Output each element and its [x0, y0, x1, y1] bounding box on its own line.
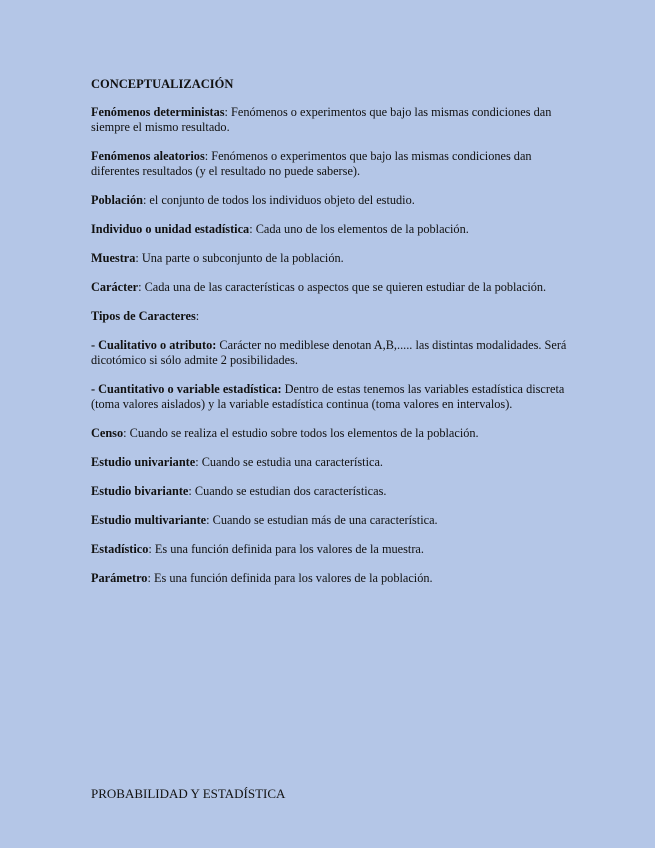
- definition-term: Estudio univariante: [91, 455, 196, 469]
- definition-text: : Cuando se estudian más de una característica.: [206, 513, 438, 527]
- definition-term: - Cualitativo o atributo:: [91, 338, 217, 352]
- definition-tipos-de-caracteres: [91, 309, 571, 324]
- definition-muestra: [91, 251, 571, 266]
- definition-text: : Fenómenos o experimentos que bajo las mismas condiciones dan siempre el mismo resultado.: [91, 105, 552, 134]
- definition-fenomenos-deterministas: [91, 105, 571, 135]
- definition-text: : Cada uno de los elementos de la población.: [249, 222, 469, 236]
- definition-text: Dentro de estas tenemos las variables estadística discreta (toma valores aislados) y la variable estadística continua (toma valores en intervalos).: [91, 382, 565, 411]
- definition-text: : Una parte o subconjunto de la población.: [135, 251, 344, 265]
- definition-text: : Cada una de las características o aspectos que se quieren estudiar de la población.: [138, 280, 547, 294]
- document-body: [91, 76, 571, 600]
- definition-cualitativo: [91, 338, 571, 368]
- definition-text: : Fenómenos o experimentos que bajo las mismas condiciones dan diferentes resultados (y el resultado no puede saberse).: [91, 149, 532, 178]
- definition-term: Estudio bivariante: [91, 484, 189, 498]
- definition-individuo: [91, 222, 571, 237]
- definition-term: Carácter: [91, 280, 139, 294]
- definition-term: Fenómenos aleatorios: [91, 149, 205, 163]
- definition-term: - Cuantitativo o variable estadística:: [91, 382, 282, 396]
- definition-censo: [91, 426, 571, 441]
- definition-term: Parámetro: [91, 571, 148, 585]
- definition-term: Estadístico: [91, 542, 149, 556]
- definition-text: : Cuando se estudian dos características.: [188, 484, 387, 498]
- definition-caracter: [91, 280, 571, 295]
- definition-poblacion: [91, 193, 571, 208]
- document-title: CONCEPTUALIZACIÓN: [91, 77, 234, 91]
- definition-text: : Cuando se estudia una característica.: [195, 455, 384, 469]
- definition-text: : Es una función definida para los valores de la muestra.: [148, 542, 424, 556]
- definition-term: Fenómenos deterministas: [91, 105, 225, 119]
- definition-estudio-multivariante: [91, 513, 571, 528]
- definition-estadistico: [91, 542, 571, 557]
- definition-term: Población: [91, 193, 143, 207]
- definition-estudio-univariante: [91, 455, 571, 470]
- definition-fenomenos-aleatorios: [91, 149, 571, 179]
- page-footer: PROBABILIDAD Y ESTADÍSTICA: [91, 786, 286, 801]
- definition-parametro: [91, 571, 571, 586]
- definition-text: : Cuando se realiza el estudio sobre todos los elementos de la población.: [123, 426, 479, 440]
- definition-text: : Es una función definida para los valores de la población.: [147, 571, 433, 585]
- definition-text: Carácter no mediblese denotan A,B,..... las distintas modalidades. Será dicotómico si sólo admite 2 posibilidades.: [91, 338, 567, 367]
- definition-term: Tipos de Caracteres: [91, 309, 196, 323]
- definition-term: Estudio multivariante: [91, 513, 207, 527]
- definition-term: Muestra: [91, 251, 136, 265]
- definition-estudio-bivariante: [91, 484, 571, 499]
- definition-term: Censo: [91, 426, 124, 440]
- definition-text: : el conjunto de todos los individuos objeto del estudio.: [142, 193, 415, 207]
- definition-term: Individuo o unidad estadística: [91, 222, 250, 236]
- definition-cuantitativo: [91, 382, 571, 412]
- definition-text: :: [195, 309, 200, 323]
